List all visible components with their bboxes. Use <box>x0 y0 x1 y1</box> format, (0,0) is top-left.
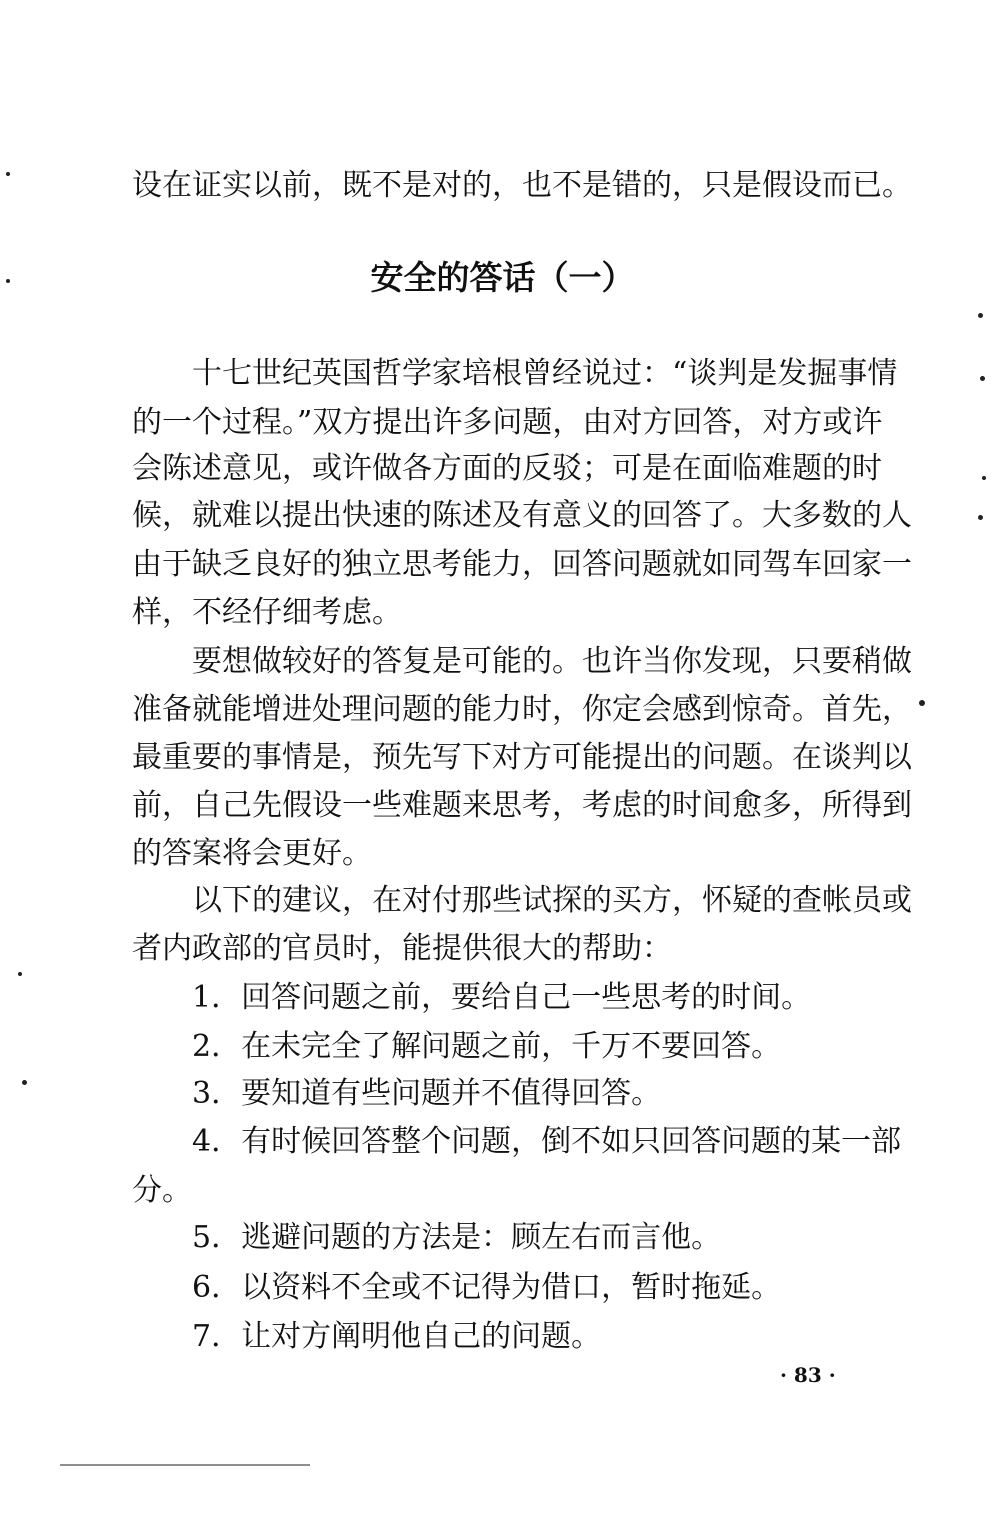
paragraph2-line1: 要想做较好的答复是可能的。也许当你发现，只要稍做 <box>192 644 912 679</box>
paragraph2-line5: 的答案将会更好。 <box>132 836 372 871</box>
page-number: · 83 · <box>780 1363 836 1387</box>
paragraph1-line2: 的一个过程。”双方提出许多问题，由对方回答，对方或许 <box>132 405 883 440</box>
scan-speck <box>978 313 983 318</box>
list-item-5: 5．逃避问题的方法是：顾左右而言他。 <box>192 1220 722 1255</box>
scan-speck <box>980 376 985 381</box>
list-item-2: 2．在未完全了解问题之前，千万不要回答。 <box>192 1029 782 1064</box>
paragraph1-line3: 会陈述意见，或许做各方面的反驳；可是在面临难题的时 <box>132 451 882 486</box>
paragraph1-line4: 候，就难以提出快速的陈述及有意义的回答了。大多数的人 <box>132 498 912 533</box>
paragraph2-line3: 最重要的事情是，预先写下对方可能提出的问题。在谈判以 <box>132 740 912 775</box>
scan-speck <box>18 972 22 976</box>
scan-line <box>60 1464 310 1466</box>
paragraph1-line6: 样，不经仔细考虑。 <box>132 595 402 630</box>
scan-speck <box>982 476 986 480</box>
scan-speck <box>22 1080 27 1085</box>
paragraph2-line2: 准备就能增进处理问题的能力时，你定会感到惊奇。首先， <box>132 692 912 727</box>
scan-speck <box>978 515 983 520</box>
paragraph3-line1: 以下的建议，在对付那些试探的买方，怀疑的查帐员或 <box>192 883 912 918</box>
scan-speck <box>6 279 10 283</box>
scan-speck <box>6 172 10 176</box>
list-item-6: 6．以资料不全或不记得为借口，暂时拖延。 <box>192 1270 782 1305</box>
paragraph1-line1: 十七世纪英国哲学家培根曾经说过：“谈判是发掘事情 <box>192 356 898 391</box>
scan-speck <box>919 700 925 706</box>
paragraph3-line2: 者内政部的官员时，能提供很大的帮助： <box>132 931 672 966</box>
section-title: 安全的答话（一） <box>370 258 635 297</box>
list-item-4-continuation: 分。 <box>132 1173 192 1208</box>
list-item-7: 7．让对方阐明他自己的问题。 <box>192 1319 602 1354</box>
list-item-1: 1．回答问题之前，要给自己一些思考的时间。 <box>192 980 812 1015</box>
list-item-3: 3．要知道有些问题并不值得回答。 <box>192 1076 662 1111</box>
paragraph1-line5: 由于缺乏良好的独立思考能力，回答问题就如同驾车回家一 <box>132 547 912 582</box>
top-line: 设在证实以前，既不是对的，也不是错的，只是假设而已。 <box>132 168 912 203</box>
list-item-4: 4．有时候回答整个问题，倒不如只回答问题的某一部 <box>192 1124 902 1159</box>
paragraph2-line4: 前，自己先假设一些难题来思考，考虑的时间愈多，所得到 <box>132 788 912 823</box>
